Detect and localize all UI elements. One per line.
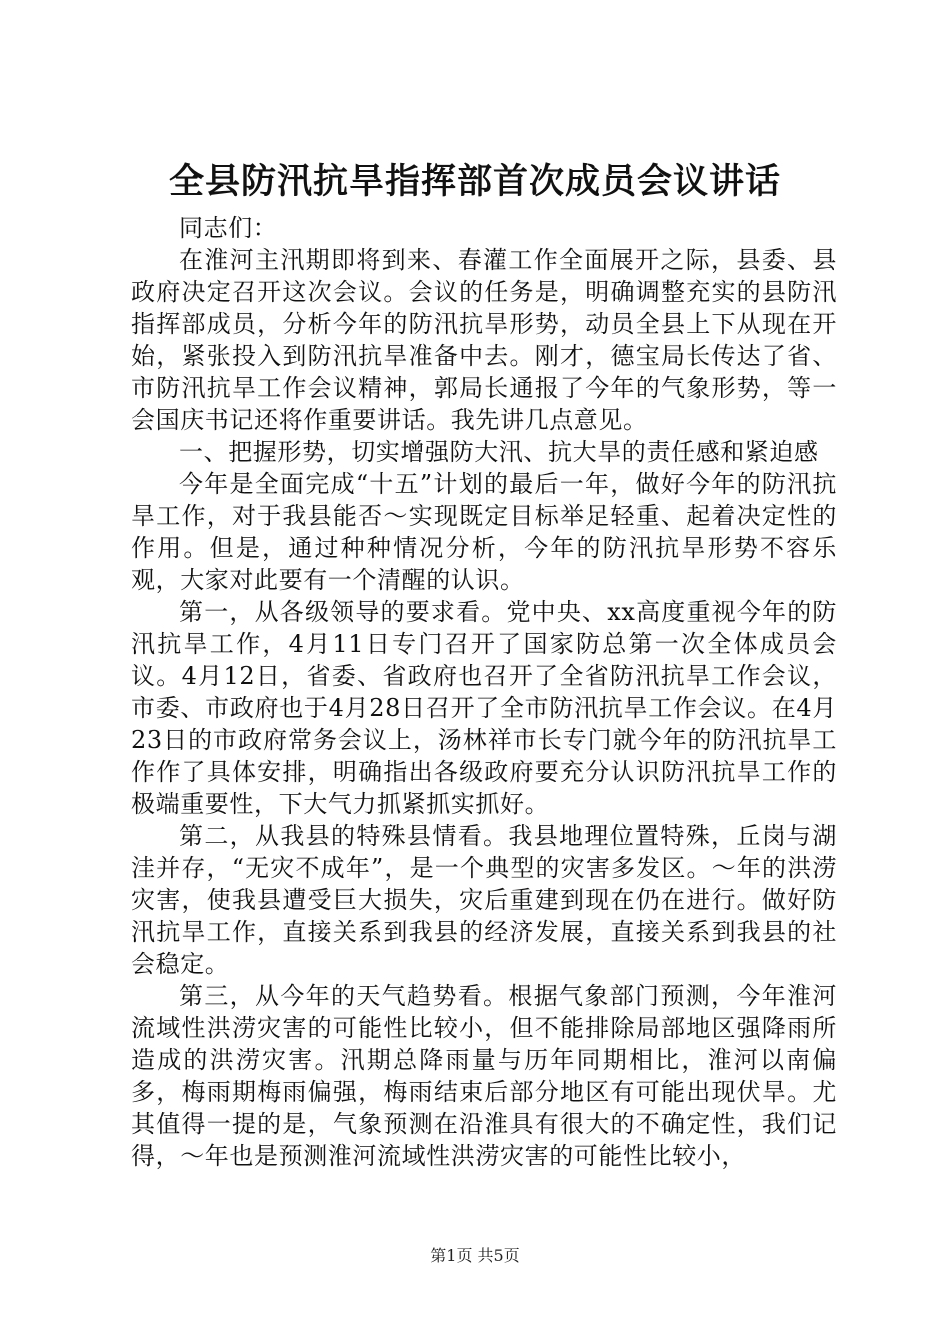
page-number-footer: 第1页 共5页	[430, 1246, 520, 1265]
document-body	[131, 212, 837, 1172]
paragraph-point-2: 第二，从我县的特殊县情看。我县地理位置特殊，丘岗与湖洼并存，“无灾不成年”，是一个典型的灾害多发区。～年的洪涝灾害，使我县遭受巨大损失，灾后重建到现在仍在进行。做好防汛抗旱工作，直接关系到我县的经济发展，直接关系到我县的社会稳定。	[131, 822, 837, 978]
paragraph-point-3: 第三，从今年的天气趋势看。根据气象部门预测，今年淮河流域性洪涝灾害的可能性比较小，但不能排除局部地区强降雨所造成的洪涝灾害。汛期总降雨量与历年同期相比，淮河以南偏多，梅雨期梅雨偏强，梅雨结束后部分地区有可能出现伏旱。尤其值得一提的是，气象预测在沿淮具有很大的不确定性，我们记得，～年也是预测淮河流域性洪涝灾害的可能性比较小，	[131, 982, 837, 1170]
section-heading: 一、把握形势，切实增强防大汛、抗大旱的责任感和紧迫感	[179, 438, 819, 466]
paragraph-situation: 今年是全面完成“十五”计划的最后一年，做好今年的防汛抗旱工作，对于我县能否～实现既定目标举足轻重、起着决定性的作用。但是，通过种种情况分析，今年的防汛抗旱形势不容乐观，大家对此要有一个清醒的认识。	[131, 470, 837, 594]
document-title: 全县防汛抗旱指挥部首次成员会议讲话	[168, 161, 781, 202]
paragraph-point-1: 第一，从各级领导的要求看。党中央、xx高度重视今年的防汛抗旱工作，4月11日专门召开了国家防总第一次全体成员会议。4月12日，省委、省政府也召开了全省防汛抗旱工作会议，市委、市政府也于4月28日召开了全市防汛抗旱工作会议。在4月23日的市政府常务会议上，汤林祥市长专门就今年的防汛抗旱工作作了具体安排，明确指出各级政府要充分认识防汛抗旱工作的极端重要性，下大气力抓紧抓实抓好。	[131, 598, 837, 818]
paragraph-intro: 在淮河主汛期即将到来、春灌工作全面展开之际，县委、县政府决定召开这次会议。会议的任务是，明确调整充实的县防汛指挥部成员，分析今年的防汛抗旱形势，动员全县上下从现在开始，紧张投入到防汛抗旱准备中去。刚才，德宝局长传达了省、市防汛抗旱工作会议精神，郭局长通报了今年的气象形势，等一会国庆书记还将作重要讲话。我先讲几点意见。	[131, 246, 837, 434]
salutation: 同志们：	[179, 214, 278, 242]
